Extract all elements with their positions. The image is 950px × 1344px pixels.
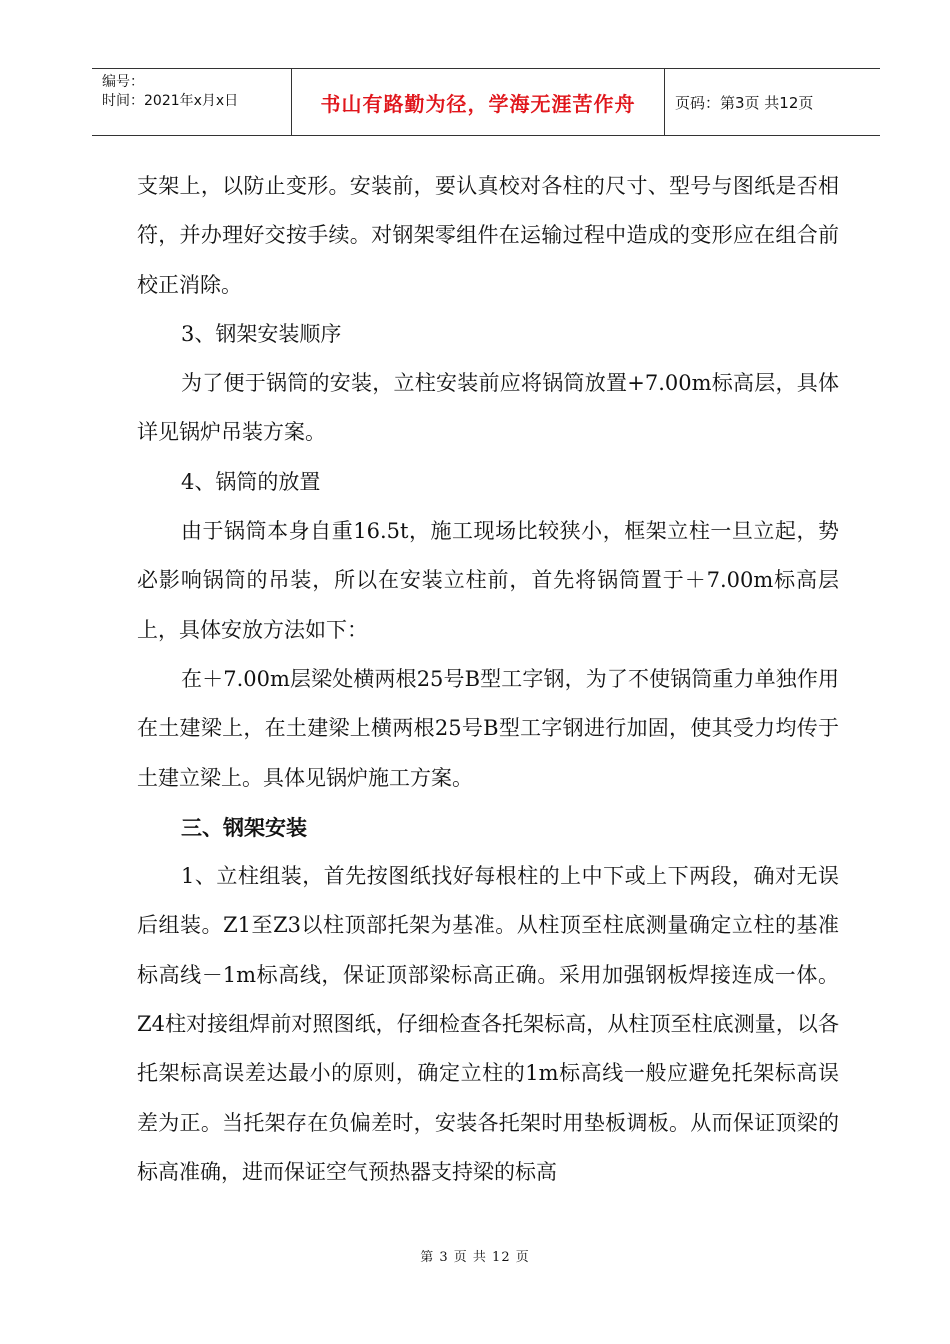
time-label: 时间：2021年x月x日: [102, 93, 239, 109]
chapter-heading: 三、钢架安装: [181, 814, 307, 840]
number-label: 编号：: [102, 74, 144, 90]
paragraph: 为了便于锅筒的安装，立柱安装前应将锅筒放置+7.00m标高层，具体详见锅炉吊装方案。: [137, 371, 839, 445]
section-heading: 3、钢架安装顺序: [181, 321, 342, 346]
paragraph: 1、立柱组装，首先按图纸找好每根柱的上中下或上下两段，确对无误后组装。Z1至Z3以柱顶部托架为基准。从柱顶至柱底测量确定立柱的基准标高线－1m标高线，保证顶部梁标高正确。采用加强钢板焊接连成一体。Z4柱对接组焊前对照图纸，仔细检查各托架标高，从柱顶至柱底测量，以各托架标高误差达最小的原则，确定立柱的1m标高线一般应避免托架标高误差为正。当托架存在负偏差时，安装各托架时用垫板调板。从而保证顶梁的标高准确，进而保证空气预热器支持梁的标高: [137, 864, 839, 1184]
header-motto: 书山有路勤为径，学海无涯苦作舟: [292, 69, 665, 135]
section-heading: 4、锅筒的放置: [181, 469, 321, 494]
paragraph: 由于锅筒本身自重16.5t，施工现场比较狭小，框架立柱一旦立起，势必影响锅筒的吊装，所以在安装立柱前，首先将锅筒置于＋7.00m标高层上，具体安放方法如下：: [137, 519, 839, 642]
document-body: [137, 162, 839, 1197]
page-header: [92, 68, 880, 136]
paragraph: 在＋7.00m层梁处横两根25号B型工字钢，为了不使锅筒重力单独作用在土建梁上，在土建梁上横两根25号B型工字钢进行加固，使其受力均传于土建立梁上。具体见锅炉施工方案。: [137, 666, 839, 790]
page-footer: 第 3 页 共 12 页: [420, 1250, 530, 1265]
paragraph: 支架上，以防止变形。安装前，要认真校对各柱的尺寸、型号与图纸是否相符，并办理好交按手续。对钢架零组件在运输过程中造成的变形应在组合前校正消除。: [137, 174, 839, 297]
header-meta: [92, 69, 292, 135]
header-page-info: 页码：第3页 共12页: [675, 93, 814, 112]
